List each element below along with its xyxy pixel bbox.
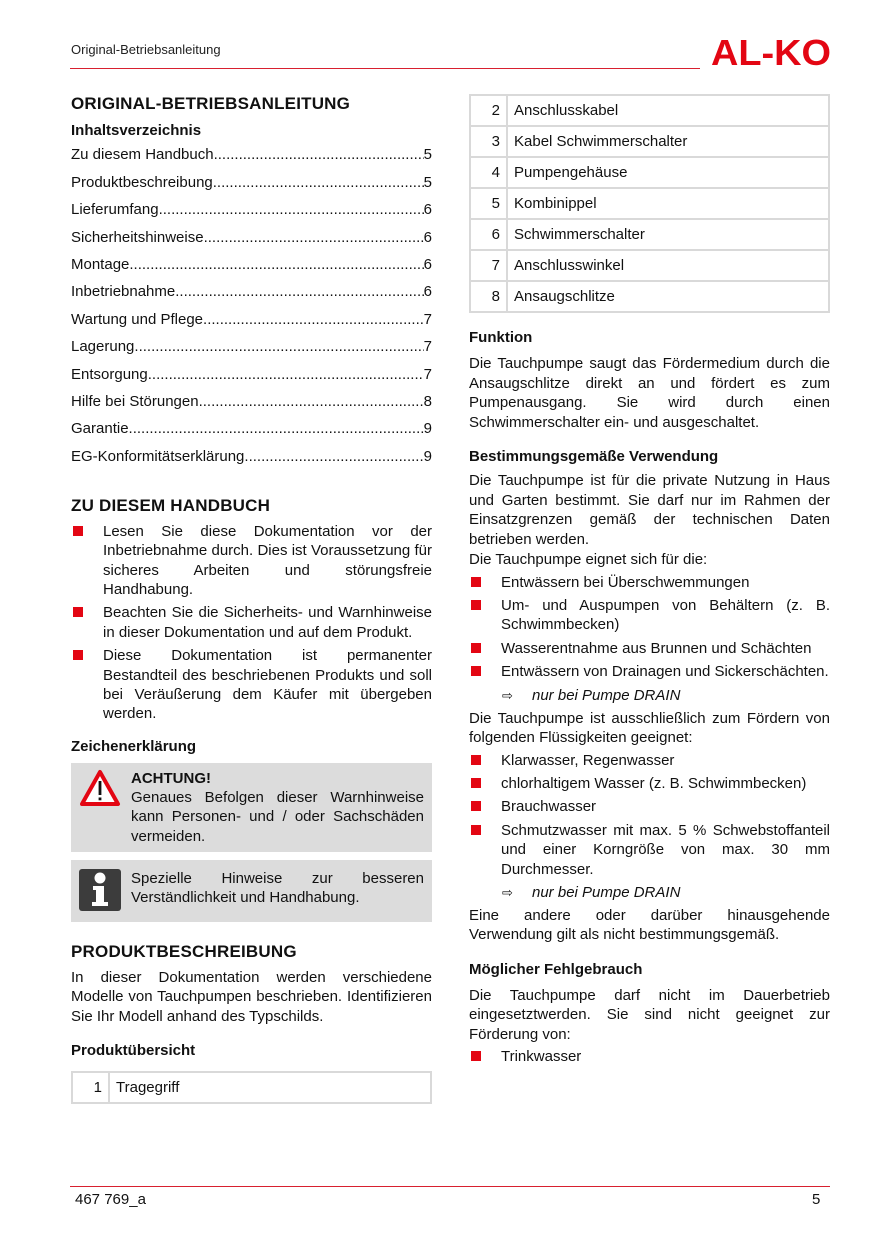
footer-divider — [70, 1186, 830, 1187]
part-name: Schwimmerschalter — [507, 219, 829, 250]
arrow-right-icon: ⇨ — [502, 884, 513, 900]
toc-page: 7 — [423, 365, 432, 383]
bullet-square-icon — [471, 643, 481, 653]
left-column — [71, 90, 432, 1104]
table-row — [470, 126, 829, 157]
part-name: Tragegriff — [109, 1072, 431, 1103]
warning-text: Genaues Befolgen dieser Warnhinweise kann Personen- und / oder Sachschäden vermeiden. — [131, 789, 424, 845]
bullet-square-icon — [471, 825, 481, 835]
list-item — [71, 646, 432, 724]
toc-leader — [159, 196, 424, 223]
toc-leader — [129, 415, 424, 442]
list-item — [469, 662, 830, 681]
part-number: 1 — [72, 1072, 109, 1103]
toc-page: 7 — [423, 338, 432, 356]
part-number: 5 — [470, 188, 507, 219]
suitable-note — [469, 686, 830, 705]
bullet-square-icon — [471, 577, 481, 587]
overview-title: Produktübersicht — [71, 1042, 196, 1060]
list-item — [469, 639, 830, 658]
table-row — [470, 281, 829, 312]
toc-label: Lieferumfang — [71, 201, 159, 219]
bullet-square-icon — [471, 801, 481, 811]
header-divider — [70, 68, 700, 69]
list-item-text: Lesen Sie diese Dokumentation vor der Inbetriebnahme durch. Dies ist Voraussetzung für sicheres Arbeiten und störungsfreie Handhabung. — [103, 522, 432, 598]
toc-entry[interactable] — [71, 251, 432, 278]
verwendung-title: Bestimmungsgemäße Verwendung — [469, 448, 719, 465]
toc-page: 5 — [423, 173, 432, 191]
toc-leader — [199, 388, 424, 415]
part-name: Kombinippel — [507, 188, 829, 219]
toc-entry[interactable] — [71, 141, 432, 168]
toc-leader — [213, 169, 424, 196]
alko-logo — [711, 34, 831, 70]
toc-entry[interactable] — [71, 168, 432, 195]
part-name: Ansaugschlitze — [507, 281, 829, 312]
arrow-right-icon: ⇨ — [502, 687, 513, 703]
warning-notice — [71, 763, 432, 852]
part-name: Pumpengehäuse — [507, 157, 829, 188]
part-number: 8 — [470, 281, 507, 312]
list-item-text: Beachten Sie die Sicherheits- und Warnhinweise in dieser Dokumentation und auf dem Produkt. — [103, 604, 432, 641]
page-number: 5 — [812, 1191, 821, 1208]
toc-entry[interactable] — [71, 223, 432, 250]
list-item — [469, 573, 830, 592]
table-row — [470, 188, 829, 219]
toc-leader — [175, 278, 423, 305]
misuse-title: Möglicher Fehlgebrauch — [469, 960, 643, 978]
verwendung-text: Die Tauchpumpe ist für die private Nutzung in Haus und Garten bestimmt. Sie darf nur im Rahmen der Einsatzgrenzen gemäß der technischen Daten betrieben werden. — [469, 472, 830, 548]
toc-leader — [134, 333, 423, 360]
toc-leader — [129, 251, 423, 278]
toc-page: 6 — [423, 255, 432, 273]
list-item-text: Brauchwasser — [501, 798, 597, 816]
doc-number: 467 769_a — [75, 1191, 146, 1208]
toc-entry[interactable] — [71, 388, 432, 415]
bullet-square-icon — [73, 607, 83, 617]
toc-entry[interactable] — [71, 196, 432, 223]
toc-label: Montage — [71, 255, 130, 273]
toc-leader — [244, 443, 423, 470]
legend-title: Zeichenerklärung — [71, 737, 197, 755]
toc-label: Garantie — [71, 420, 129, 438]
toc-leader — [214, 141, 424, 168]
toc-entry[interactable] — [71, 333, 432, 360]
section-title-handbuch: ZU DIESEM HANDBUCH — [71, 495, 271, 515]
bullet-square-icon — [471, 755, 481, 765]
list-item — [469, 596, 830, 635]
toc-page: 5 — [423, 146, 432, 164]
table-row — [470, 219, 829, 250]
funktion-text: Die Tauchpumpe saugt das Fördermedium durch die Ansaugschlitze direkt an und fördert es zum Pumpenausgang. Sie wird durch einen Schwimmerschalter ein- und ausgeschaltet. — [469, 355, 830, 431]
note-text: nur bei Pumpe DRAIN — [532, 686, 681, 704]
table-row — [470, 157, 829, 188]
list-item — [469, 821, 830, 879]
info-text: Spezielle Hinweise zur besseren Verständlichkeit und Handhabung. — [131, 869, 424, 907]
toc-page: 8 — [423, 392, 432, 410]
header-title: Original-Betriebsanleitung — [71, 42, 221, 57]
toc-page: 7 — [423, 310, 432, 328]
svg-text:AL-KO: AL-KO — [711, 34, 831, 70]
list-item-text: Trinkwasser — [501, 1048, 582, 1066]
info-icon — [79, 869, 123, 916]
part-number: 3 — [470, 126, 507, 157]
list-item — [469, 797, 830, 816]
liquids-note — [469, 883, 830, 902]
list-item — [469, 751, 830, 770]
table-row — [72, 1072, 431, 1103]
verwendung-closing: Eine andere oder darüber hinausgehende Verwendung gilt als nicht bestimmungsgemäß. — [469, 906, 830, 944]
misuse-text: Die Tauchpumpe darf nicht im Dauerbetrieb eingesetztwerden. Sie sind nicht geeignet zur Förderung von: — [469, 986, 830, 1043]
toc-entry[interactable] — [71, 305, 432, 332]
part-name: Anschlusswinkel — [507, 250, 829, 281]
toc-entry[interactable] — [71, 278, 432, 305]
toc-leader — [148, 361, 424, 388]
list-item — [71, 522, 432, 600]
toc-leader — [203, 306, 424, 333]
toc-title: Inhaltsverzeichnis — [71, 122, 202, 139]
toc-entry[interactable] — [71, 360, 432, 387]
parts-table-right — [469, 94, 830, 313]
list-item-text: Um- und Auspumpen von Behältern (z. B. Schwimmbecken) — [501, 596, 830, 634]
liquids-intro: Die Tauchpumpe ist ausschließlich zum Fördern von folgenden Flüssigkeiten geeignet: — [469, 709, 830, 747]
funktion-title: Funktion — [469, 329, 533, 346]
list-item — [469, 774, 830, 793]
toc-entry[interactable] — [71, 415, 432, 442]
bullet-square-icon — [471, 600, 481, 610]
toc-page: 9 — [423, 447, 432, 465]
list-item-text: Wasserentnahme aus Brunnen und Schächten — [501, 639, 812, 657]
handbuch-list — [71, 522, 432, 724]
parts-table-left — [71, 1071, 432, 1104]
list-item — [469, 1047, 830, 1066]
list-item-text: Diese Dokumentation ist permanenter Bestandteil des beschriebenen Produkts und soll bei Veräußerung dem Käufer mit übergeben werden. — [103, 647, 432, 723]
list-item-text: Entwässern bei Überschwemmungen — [501, 573, 750, 591]
toc-label: Produktbeschreibung — [71, 173, 213, 191]
part-number: 7 — [470, 250, 507, 281]
part-name: Kabel Schwimmerschalter — [507, 126, 829, 157]
note-text: nur bei Pumpe DRAIN — [532, 883, 681, 901]
liquids-list — [469, 751, 830, 879]
warning-title: ACHTUNG! — [131, 769, 211, 787]
toc-leader — [204, 224, 424, 251]
toc-label: Hilfe bei Störungen — [71, 392, 199, 410]
misuse-list — [469, 1047, 830, 1066]
list-item-text: chlorhaltigem Wasser (z. B. Schwimmbecken) — [501, 774, 807, 792]
toc-label: Inbetriebnahme — [71, 283, 176, 301]
suitable-intro: Die Tauchpumpe eignet sich für die: — [469, 551, 708, 568]
table-of-contents — [71, 141, 432, 470]
right-column — [469, 94, 830, 1071]
toc-page: 6 — [423, 228, 432, 246]
bullet-square-icon — [471, 666, 481, 676]
part-number: 4 — [470, 157, 507, 188]
list-item-text: Entwässern von Drainagen und Sickerschächten. — [501, 663, 829, 681]
main-title: ORIGINAL-BETRIEBSANLEITUNG — [71, 94, 351, 113]
toc-page: 6 — [423, 283, 432, 301]
toc-page: 9 — [423, 420, 432, 438]
table-row — [470, 250, 829, 281]
section-title-produkt: PRODUKTBESCHREIBUNG — [71, 941, 297, 961]
toc-label: Wartung und Pflege — [71, 310, 204, 328]
bullet-square-icon — [73, 526, 83, 536]
toc-label: Zu diesem Handbuch — [71, 146, 214, 164]
warning-triangle-icon — [79, 769, 123, 846]
list-item-text: Schmutzwasser mit max. 5 % Schwebstoffanteil und einer Korngröße von max. 30 mm Durchmesser. — [501, 821, 830, 878]
part-number: 2 — [470, 95, 507, 126]
part-number: 6 — [470, 219, 507, 250]
toc-page: 6 — [423, 201, 432, 219]
toc-entry[interactable] — [71, 442, 432, 469]
bullet-square-icon — [471, 778, 481, 788]
bullet-square-icon — [73, 650, 83, 660]
list-item-text: Klarwasser, Regenwasser — [501, 751, 675, 769]
toc-label: Entsorgung — [71, 365, 148, 383]
part-name: Anschlusskabel — [507, 95, 829, 126]
toc-label: Lagerung — [71, 338, 135, 356]
info-notice — [71, 860, 432, 922]
table-row — [470, 95, 829, 126]
suitable-list — [469, 573, 830, 682]
toc-label: Sicherheitshinweise — [71, 228, 204, 246]
bullet-square-icon — [471, 1051, 481, 1061]
produkt-intro: In dieser Dokumentation werden verschiedene Modelle von Tauchpumpen beschrieben. Identifizieren Sie Ihr Modell anhand des Typschilds. — [71, 968, 432, 1025]
list-item — [71, 603, 432, 642]
toc-label: EG-Konformitätserklärung — [71, 447, 245, 465]
